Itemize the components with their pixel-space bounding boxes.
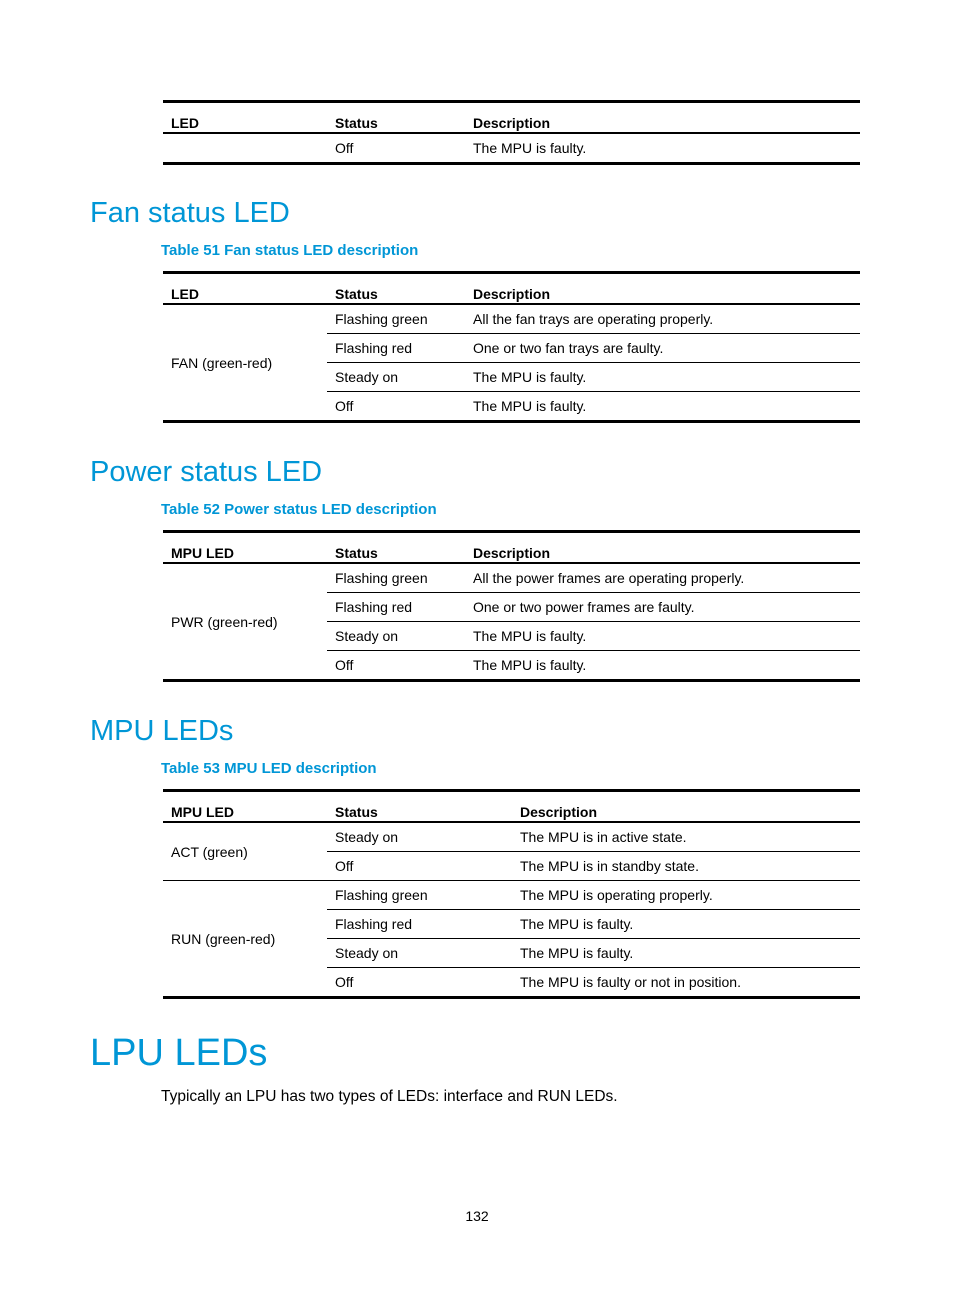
table-header-row — [163, 273, 860, 305]
description-cell: The MPU is operating properly. — [512, 881, 860, 910]
column-header: Status — [327, 273, 465, 305]
column-header: LED — [163, 273, 327, 305]
status-cell: Flashing red — [327, 334, 465, 363]
section-heading-power: Power status LED — [90, 456, 323, 488]
status-cell: Flashing red — [327, 593, 465, 622]
led-cell: PWR (green-red) — [171, 613, 278, 630]
table-header-row — [163, 102, 860, 134]
status-cell: Off — [335, 974, 354, 990]
status-cell: Steady on — [327, 363, 465, 392]
status-cell: Off — [335, 657, 354, 673]
column-header: MPU LED — [163, 791, 327, 823]
status-cell: Steady on — [327, 822, 512, 852]
description-cell: The MPU is faulty. — [465, 363, 860, 392]
description-cell: One or two power frames are faulty. — [465, 593, 860, 622]
table-caption-51: Table 51 Fan status LED description — [161, 242, 419, 259]
page-number: 132 — [465, 1208, 489, 1224]
column-header: MPU LED — [163, 532, 327, 564]
chapter-heading-lpu: LPU LEDs — [90, 1032, 268, 1074]
column-header: Description — [465, 532, 860, 564]
body-paragraph: Typically an LPU has two types of LEDs: interface and RUN LEDs. — [161, 1088, 618, 1105]
table-row — [163, 881, 860, 910]
description-cell: The MPU is in active state. — [512, 822, 860, 852]
table-51-fan-status — [163, 271, 860, 423]
description-cell: The MPU is faulty. — [473, 398, 587, 414]
description-cell: The MPU is faulty. — [473, 140, 587, 156]
description-cell: The MPU is faulty. — [473, 657, 587, 673]
column-header: Description — [465, 102, 860, 134]
table-50-continued — [163, 100, 860, 165]
table-53-mpu-leds — [163, 789, 860, 999]
status-cell: Off — [335, 140, 354, 156]
table-row — [163, 133, 860, 164]
description-cell: All the fan trays are operating properly. — [465, 304, 860, 334]
description-cell: The MPU is faulty or not in position. — [520, 974, 741, 990]
description-cell: All the power frames are operating properly. — [465, 563, 860, 593]
status-cell: Steady on — [327, 939, 512, 968]
column-header: Description — [465, 273, 860, 305]
status-cell: Steady on — [327, 622, 465, 651]
status-cell: Flashing green — [327, 881, 512, 910]
led-cell — [163, 133, 327, 164]
table-header-row — [163, 532, 860, 564]
status-cell: Off — [335, 398, 354, 414]
table-caption-53: Table 53 MPU LED description — [161, 760, 377, 777]
section-heading-fan: Fan status LED — [90, 197, 290, 229]
column-header: Status — [327, 532, 465, 564]
table-52-power-status — [163, 530, 860, 682]
description-cell: One or two fan trays are faulty. — [465, 334, 860, 363]
description-cell: The MPU is faulty. — [512, 910, 860, 939]
table-row — [163, 822, 860, 852]
description-cell: The MPU is faulty. — [465, 622, 860, 651]
description-cell: The MPU is faulty. — [512, 939, 860, 968]
column-header: Status — [327, 791, 512, 823]
column-header: Status — [327, 102, 465, 134]
column-header: Description — [512, 791, 860, 823]
table-header-row — [163, 791, 860, 823]
table-row — [163, 304, 860, 334]
status-cell: Flashing green — [327, 304, 465, 334]
status-cell: Flashing green — [327, 563, 465, 593]
status-cell: Flashing red — [327, 910, 512, 939]
led-cell: RUN (green-red) — [171, 930, 276, 947]
led-cell: ACT (green) — [163, 822, 327, 881]
table-caption-52: Table 52 Power status LED description — [161, 501, 437, 518]
table-row — [163, 563, 860, 593]
column-header: LED — [163, 102, 327, 134]
status-cell: Off — [327, 852, 512, 881]
section-heading-mpu: MPU LEDs — [90, 715, 234, 747]
description-cell: The MPU is in standby state. — [512, 852, 860, 881]
led-cell: FAN (green-red) — [171, 354, 273, 371]
